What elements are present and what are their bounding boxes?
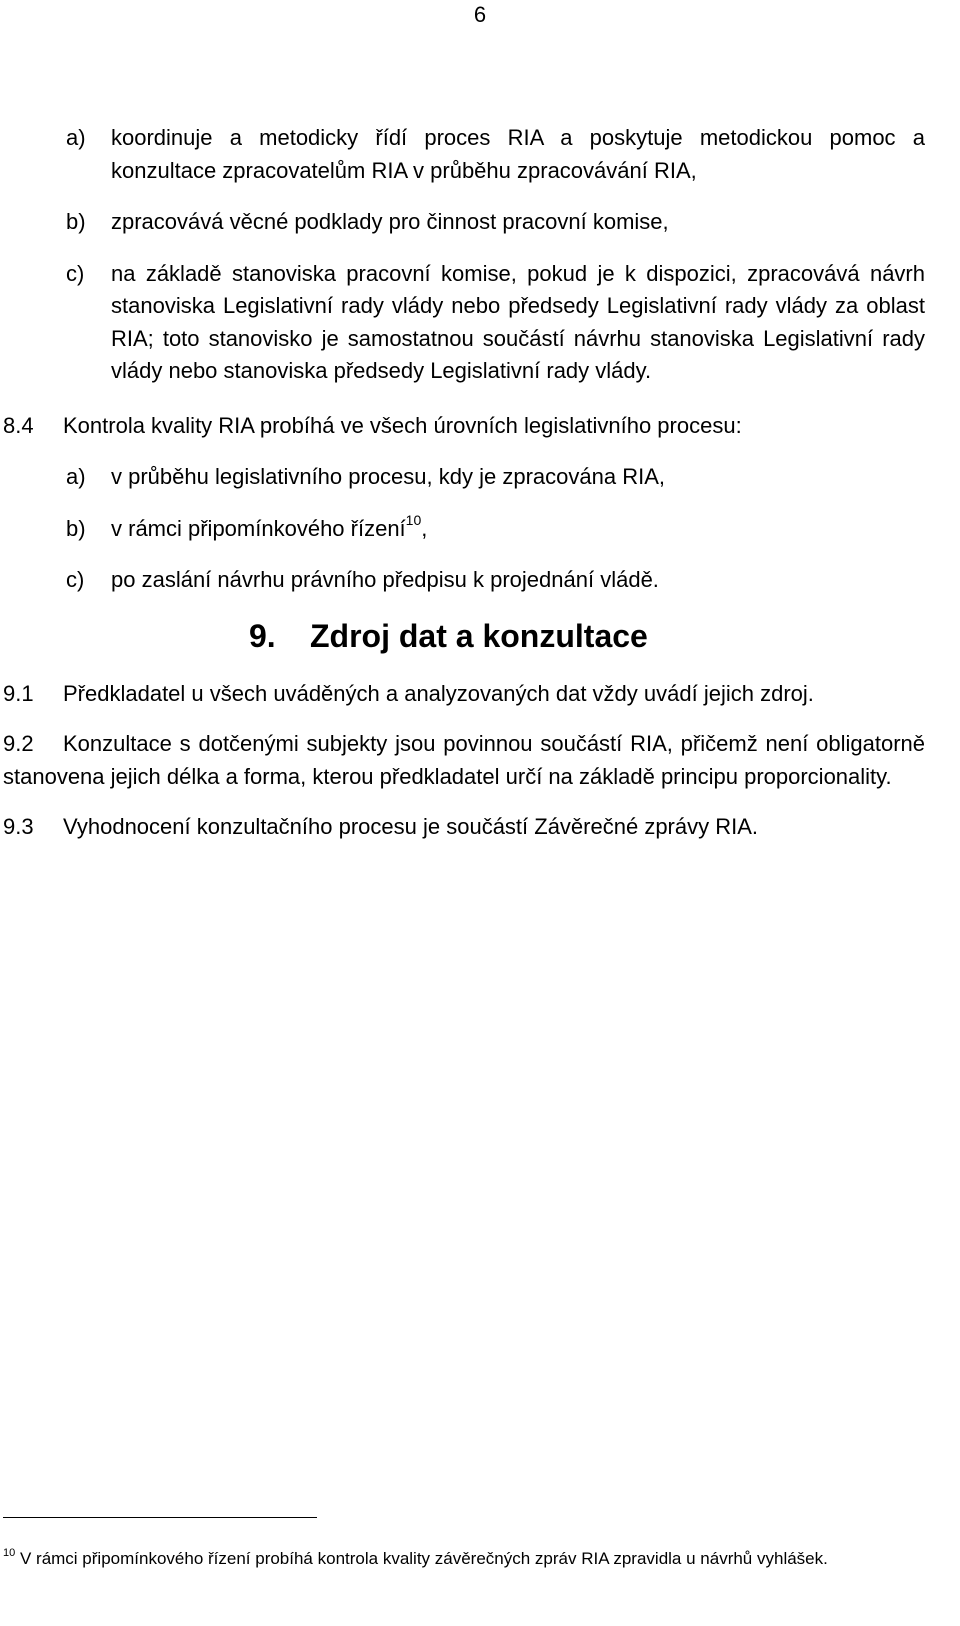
section-text: Předkladatel u všech uváděných a analyzovaných dat vždy uvádí jejich zdroj.: [63, 680, 814, 706]
section-number: 8.4: [3, 412, 34, 438]
section-number: 9.1: [3, 680, 34, 706]
list-text-suffix: ,: [421, 515, 428, 541]
section-heading-9: [249, 616, 925, 656]
footnote-separator: [3, 1517, 317, 1518]
document-body: [3, 122, 925, 862]
page-number: 6: [473, 2, 487, 27]
footnote-text: V rámci připomínkového řízení probíhá kontrola kvality závěrečných zpráv RIA zpravidla u návrhů vyhlášek.: [15, 1549, 828, 1568]
list-text: v průběhu legislativního procesu, kdy je zpracována RIA,: [111, 464, 665, 489]
section-text: Konzultace s dotčenými subjekty jsou povinnou součástí RIA, přičemž není obligatorně stanovena jejich délka a forma, kterou předkladatel určí na základě principu proporcionality.: [3, 731, 925, 789]
list-item: [66, 513, 925, 546]
section-text: Kontrola kvality RIA probíhá ve všech úrovních legislativního procesu:: [63, 412, 742, 438]
list-item: [66, 206, 925, 239]
list-item: [66, 461, 925, 494]
heading-title: Zdroj dat a konzultace: [310, 617, 648, 654]
section-text: Vyhodnocení konzultačního procesu je součástí Závěrečné zprávy RIA.: [63, 814, 759, 839]
list-text: zpracovává věcné podklady pro činnost pracovní komise,: [111, 209, 669, 234]
list-marker: b): [66, 515, 86, 541]
footnote: [3, 1548, 943, 1570]
list-text: po zaslání návrhu právního předpisu k projednání vládě.: [111, 567, 659, 592]
section-9-1: [3, 678, 925, 711]
list-marker: b): [66, 209, 86, 234]
list-text: na základě stanoviska pracovní komise, pokud je k dispozici, zpracovává návrh stanoviska Legislativní rady vlády nebo předsedy Legislativní rady vlády za oblast RIA; toto stanovisko je samostatnou součástí návrhu stanoviska Legislativní rady vlády nebo stanoviska předsedy Legislativní rady vlády.: [111, 260, 925, 383]
footnote-reference: 10: [405, 512, 422, 529]
list-8-4: [3, 461, 925, 597]
list-text: koordinuje a metodicky řídí proces RIA a poskytuje metodickou pomoc a konzultace zpracovatelům RIA v průběhu zpracovávání RIA,: [111, 125, 925, 183]
list-marker: a): [66, 464, 86, 489]
section-8-4: [3, 410, 925, 443]
list-item: [66, 258, 925, 388]
heading-number: 9.: [249, 617, 276, 654]
list-item: [66, 122, 925, 187]
list-top: [3, 122, 925, 388]
section-9-2: [3, 728, 925, 793]
list-item: [66, 564, 925, 597]
list-marker: c): [66, 260, 85, 286]
list-marker: a): [66, 125, 86, 150]
list-text-main: v rámci připomínkového řízení: [111, 515, 406, 541]
section-number: 9.3: [3, 814, 34, 839]
section-number: 9.2: [3, 731, 34, 756]
footnote-number: 10: [3, 1547, 16, 1560]
list-text: [111, 513, 925, 546]
section-9-3: [3, 811, 925, 844]
list-marker: c): [66, 567, 85, 592]
